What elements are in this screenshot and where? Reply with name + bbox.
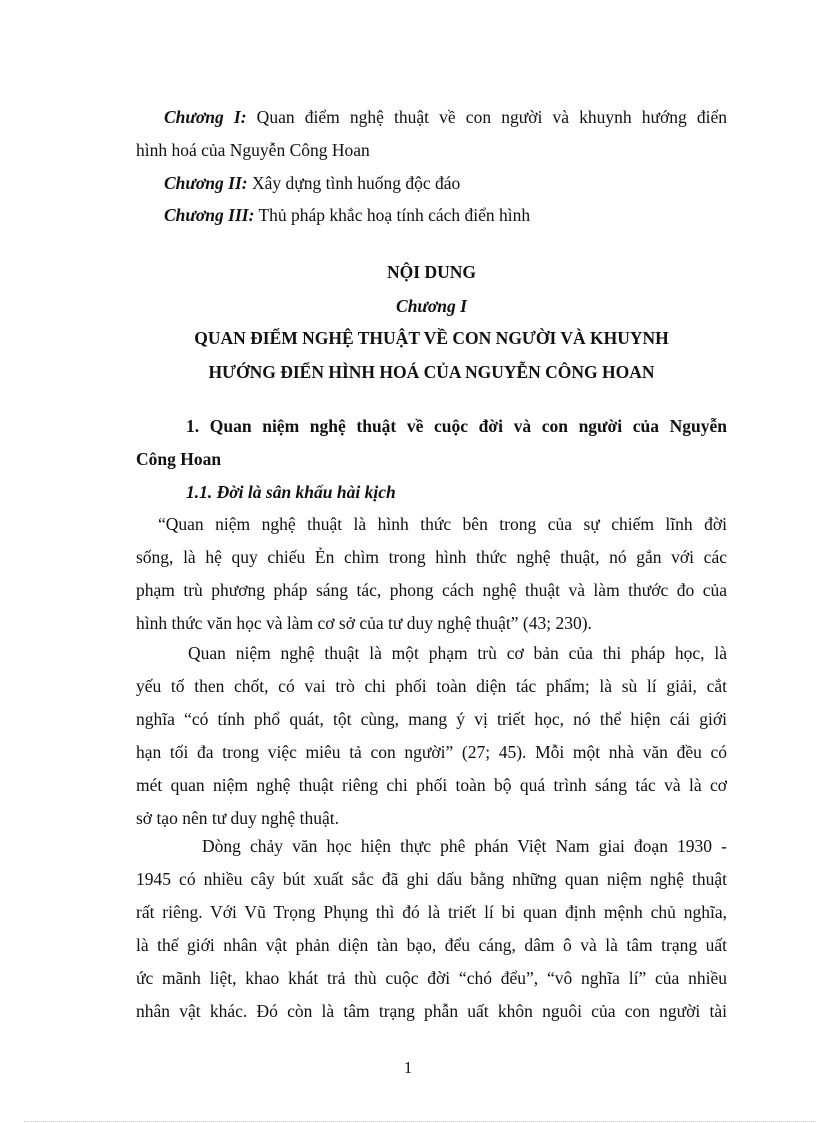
- paragraph-line: sở tạo nên tư duy nghệ thuật.: [136, 808, 339, 828]
- paragraph-line: mét quan niệm nghệ thuật riêng chi phối toàn bộ quá trình sáng tác và là cơ: [136, 775, 727, 795]
- toc-label: Chương I:: [164, 107, 247, 127]
- toc-entry-2: [136, 167, 727, 200]
- toc-entry-1: [136, 101, 727, 167]
- chapter-title-line-2: HƯỚNG ĐIỂN HÌNH HOÁ CỦA NGUYỄN CÔNG HOAN: [208, 362, 655, 382]
- toc-entry-3: [136, 199, 727, 232]
- paragraph-line: rất riêng. Với Vũ Trọng Phụng thì đó là triết lí bi quan định mệnh chủ nghĩa,: [136, 902, 727, 922]
- toc-label: Chương III:: [164, 205, 255, 225]
- chapter-heading: Chương I: [396, 296, 467, 316]
- toc-entry-1-line-2: hình hoá của Nguyễn Công Hoan: [136, 140, 370, 160]
- section-1-heading-line-2: Công Hoan: [136, 449, 222, 469]
- page-break-rule: [24, 1121, 816, 1122]
- section-heading: NỘI DUNG: [387, 262, 476, 282]
- toc-text: Xây dựng tình huống độc đáo: [247, 173, 461, 193]
- paragraph-line: yếu tố then chốt, có vai trò chi phối toàn diện tác phẩm; là sù lí giải, cắt: [136, 676, 727, 696]
- paragraph-line: phạm trù phương pháp sáng tác, phong cách nghệ thuật và làm thước đo của: [136, 580, 727, 600]
- toc-label: Chương II:: [164, 173, 248, 193]
- paragraph-line: hình thức văn học và làm cơ sở của tư duy nghệ thuật” (43; 230).: [136, 613, 592, 633]
- paragraph-line: Quan niệm nghệ thuật là một phạm trù cơ bản của thi pháp học, là: [188, 643, 727, 663]
- chapter-title-line-1: QUAN ĐIỂM NGHỆ THUẬT VỀ CON NGƯỜI VÀ KHUYNH: [194, 328, 669, 348]
- toc-entry-1-line-1: [136, 101, 727, 134]
- page-number: 1: [403, 1058, 413, 1077]
- section-1-heading: [136, 410, 727, 476]
- paragraph-3: [136, 830, 727, 1028]
- section-1-heading-line-1: 1. Quan niệm nghệ thuật về cuộc đời và con người của Nguyễn: [186, 416, 727, 436]
- paragraph-line: “Quan niệm nghệ thuật là hình thức bên trong của sự chiếm lĩnh đời: [158, 514, 727, 534]
- paragraph-line: là thế giới nhân vật phản diện tàn bạo, đểu cáng, dâm ô và là tâm trạng uất: [136, 935, 727, 955]
- subsection-heading: 1.1. Đời là sân khấu hài kịch: [186, 482, 396, 502]
- paragraph-line: Dòng chảy văn học hiện thực phê phán Việt Nam giai đoạn 1930 -: [202, 836, 727, 856]
- paragraph-1: [136, 508, 727, 640]
- paragraph-line: sống, là hệ quy chiếu Ẻn chìm trong hình thức nghệ thuật, nó gắn với các: [136, 547, 727, 567]
- paragraph-line: nghĩa “có tính phổ quát, tột cùng, mang ý vị triết học, nó thể hiện cái giới: [136, 709, 727, 729]
- chapter-title: [120, 322, 743, 389]
- paragraph-2: [136, 637, 727, 835]
- paragraph-line: ức mãnh liệt, khao khát trả thù cuộc đời “chó đểu”, “vô nghĩa lí” của nhiều: [136, 968, 727, 988]
- paragraph-line: nhân vật khác. Đó còn là tâm trạng phẫn uất khôn nguôi của con người tài: [136, 1001, 727, 1021]
- paragraph-line: hạn tối đa trong việc miêu tả con người” (27; 45). Mỗi một nhà văn đều có: [136, 742, 727, 762]
- toc-text: Quan điểm nghệ thuật về con người và khuynh hướng điển: [246, 107, 727, 127]
- paragraph-line: 1945 có nhiều cây bút xuất sắc đã ghi dấu bằng những quan niệm nghệ thuật: [136, 869, 727, 889]
- toc-text: Thủ pháp khắc hoạ tính cách điển hình: [254, 205, 531, 225]
